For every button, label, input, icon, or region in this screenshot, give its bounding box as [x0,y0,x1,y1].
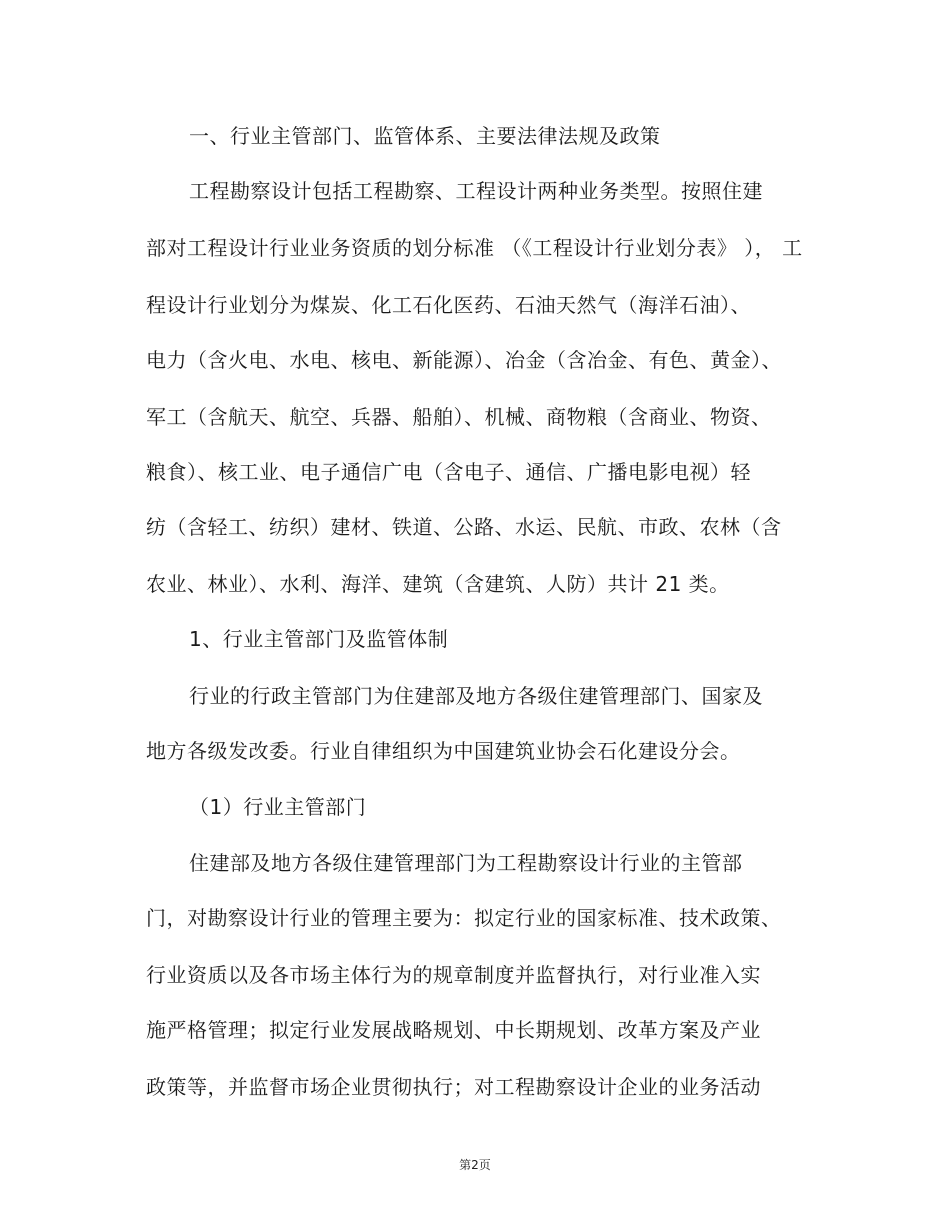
paragraph-line: 工程勘察设计包括工程勘察、工程设计两种业务类型。按照住建 [189,179,763,203]
paragraph-line: 电力（含火电、水电、核电、新能源）、冶金（含冶金、有色、黄金）、 [146,348,782,372]
page-number: 第2页 [459,1158,491,1172]
paragraph-line: 门，对勘察设计行业的管理主要为：拟定行业的国家标准、技术政策、 [146,906,782,930]
paragraph-line: 程设计行业划分为煤炭、化工石化医药、石油天然气（海洋石油）、 [146,293,751,317]
paragraph-line: 纺（含轻工、纺织）建材、铁道、公路、水运、民航、市政、农林（含 [146,515,782,539]
paragraph-line: 行业的行政主管部门为住建部及地方各级住建管理部门、国家及 [189,684,763,708]
paragraph-line: 施严格管理；拟定行业发展战略规划、中长期规划、改革方案及产业 [146,1018,761,1042]
paragraph-line: 农业、林业）、水利、海洋、建筑（含建筑、人防）共计 21 类。 [146,572,730,596]
paragraph-line: 军工（含航天、航空、兵器、船舶）、机械、商物粮（含商业、物资、 [146,405,772,429]
subsection-heading: （1）行业主管部门 [189,795,367,819]
paragraph-line: 部对工程设计行业业务资质的划分标准 （《工程设计行业划分表》 ）， 工 [146,236,803,260]
section-heading: 一、行业主管部门、监管体系、主要法律法规及政策 [189,124,661,148]
paragraph-line: 行业资质以及各市场主体行为的规章制度并监督执行，对行业准入实 [146,963,761,987]
paragraph-line: 政策等，并监督市场企业贯彻执行；对工程勘察设计企业的业务活动 [146,1075,761,1099]
subsection-heading: 1、行业主管部门及监管体制 [189,627,449,651]
paragraph-line: 住建部及地方各级住建管理部门为工程勘察设计行业的主管部 [189,851,743,875]
paragraph-line: 地方各级发改委。行业自律组织为中国建筑业协会石化建设分会。 [146,739,741,763]
paragraph-line: 粮食）、核工业、电子通信广电（含电子、通信、广播电影电视）轻 [146,460,751,484]
